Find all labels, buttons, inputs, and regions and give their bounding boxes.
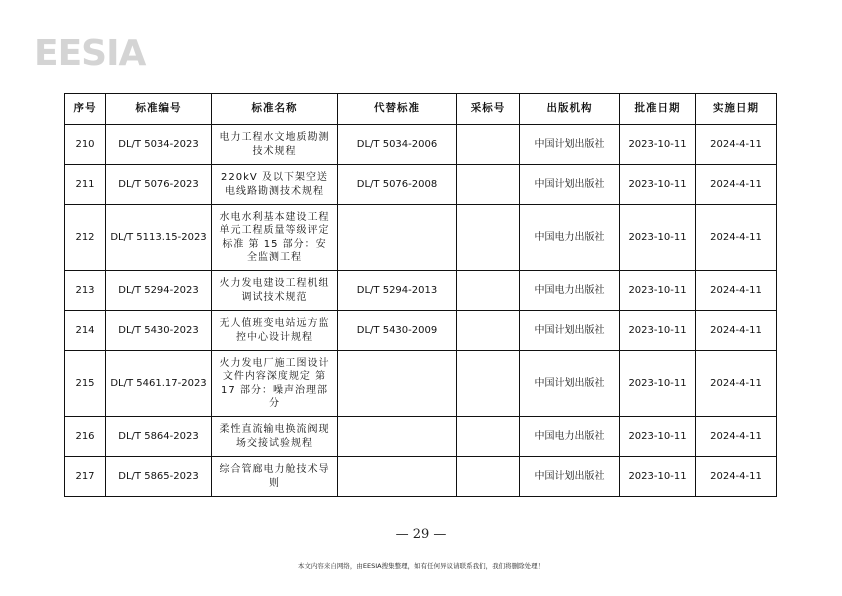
table-row	[65, 205, 777, 271]
cell-adopted	[457, 457, 520, 497]
cell-replaces: DL/T 5430-2009	[338, 311, 457, 351]
table-row	[65, 125, 777, 165]
cell-approved: 2023-10-11	[620, 165, 696, 205]
footer-disclaimer: 本文内容来自网络，由EESIA搜集整理，如有任何异议请联系我们，我们将删除处理！	[297, 562, 545, 570]
cell-serial: 212	[65, 205, 106, 271]
cell-approved: 2023-10-11	[620, 311, 696, 351]
cell-effective: 2024-4-11	[696, 457, 777, 497]
cell-publisher: 中国计划出版社	[520, 311, 620, 351]
cell-serial: 217	[65, 457, 106, 497]
header-effective-date: 实施日期	[696, 94, 777, 125]
cell-name: 柔性直流输电换流阀现场交接试验规程	[212, 417, 338, 457]
cell-publisher: 中国计划出版社	[520, 165, 620, 205]
header-standard-name: 标准名称	[212, 94, 338, 125]
cell-approved: 2023-10-11	[620, 271, 696, 311]
cell-replaces: DL/T 5076-2008	[338, 165, 457, 205]
table-header-row	[65, 94, 777, 125]
table-row	[65, 351, 777, 417]
cell-publisher: 中国电力出版社	[520, 417, 620, 457]
cell-publisher: 中国计划出版社	[520, 351, 620, 417]
cell-adopted	[457, 311, 520, 351]
cell-name: 电力工程水文地质勘测技术规程	[212, 125, 338, 165]
cell-name: 火力发电厂施工图设计文件内容深度规定 第 17 部分：噪声治理部分	[212, 351, 338, 417]
cell-publisher: 中国电力出版社	[520, 205, 620, 271]
cell-replaces	[338, 457, 457, 497]
header-publisher: 出版机构	[520, 94, 620, 125]
cell-publisher: 中国电力出版社	[520, 271, 620, 311]
cell-publisher: 中国计划出版社	[520, 125, 620, 165]
cell-replaces	[338, 351, 457, 417]
cell-publisher: 中国计划出版社	[520, 457, 620, 497]
cell-serial: 216	[65, 417, 106, 457]
table-row	[65, 271, 777, 311]
header-standard-code: 标准编号	[106, 94, 212, 125]
cell-serial: 215	[65, 351, 106, 417]
cell-name: 火力发电建设工程机组调试技术规范	[212, 271, 338, 311]
cell-adopted	[457, 271, 520, 311]
cell-replaces: DL/T 5034-2006	[338, 125, 457, 165]
cell-replaces: DL/T 5294-2013	[338, 271, 457, 311]
table-row	[65, 457, 777, 497]
cell-code: DL/T 5113.15-2023	[106, 205, 212, 271]
cell-effective: 2024-4-11	[696, 125, 777, 165]
cell-adopted	[457, 205, 520, 271]
cell-approved: 2023-10-11	[620, 351, 696, 417]
cell-effective: 2024-4-11	[696, 311, 777, 351]
cell-approved: 2023-10-11	[620, 417, 696, 457]
header-approval-date: 批准日期	[620, 94, 696, 125]
cell-code: DL/T 5076-2023	[106, 165, 212, 205]
header-adopted-no: 采标号	[457, 94, 520, 125]
cell-effective: 2024-4-11	[696, 417, 777, 457]
table-row	[65, 311, 777, 351]
header-serial: 序号	[65, 94, 106, 125]
cell-approved: 2023-10-11	[620, 205, 696, 271]
cell-effective: 2024-4-11	[696, 205, 777, 271]
cell-replaces	[338, 417, 457, 457]
cell-name: 综合管廊电力舱技术导则	[212, 457, 338, 497]
eesia-logo: EESIA	[34, 33, 146, 74]
cell-adopted	[457, 165, 520, 205]
table-row	[65, 417, 777, 457]
cell-name: 220kV 及以下架空送电线路勘测技术规程	[212, 165, 338, 205]
cell-serial: 213	[65, 271, 106, 311]
cell-code: DL/T 5294-2023	[106, 271, 212, 311]
cell-serial: 210	[65, 125, 106, 165]
cell-name: 无人值班变电站远方监控中心设计规程	[212, 311, 338, 351]
cell-replaces	[338, 205, 457, 271]
page-number: — 29 —	[395, 527, 447, 542]
cell-code: DL/T 5034-2023	[106, 125, 212, 165]
cell-name: 水电水利基本建设工程单元工程质量等级评定标准 第 15 部分：安全监测工程	[212, 205, 338, 271]
cell-approved: 2023-10-11	[620, 125, 696, 165]
cell-adopted	[457, 417, 520, 457]
cell-adopted	[457, 351, 520, 417]
header-replaces: 代替标准	[338, 94, 457, 125]
table-row	[65, 165, 777, 205]
cell-effective: 2024-4-11	[696, 351, 777, 417]
cell-effective: 2024-4-11	[696, 271, 777, 311]
cell-approved: 2023-10-11	[620, 457, 696, 497]
cell-effective: 2024-4-11	[696, 165, 777, 205]
standards-table	[64, 93, 777, 497]
cell-adopted	[457, 125, 520, 165]
cell-code: DL/T 5430-2023	[106, 311, 212, 351]
cell-serial: 214	[65, 311, 106, 351]
cell-serial: 211	[65, 165, 106, 205]
cell-code: DL/T 5865-2023	[106, 457, 212, 497]
cell-code: DL/T 5864-2023	[106, 417, 212, 457]
cell-code: DL/T 5461.17-2023	[106, 351, 212, 417]
